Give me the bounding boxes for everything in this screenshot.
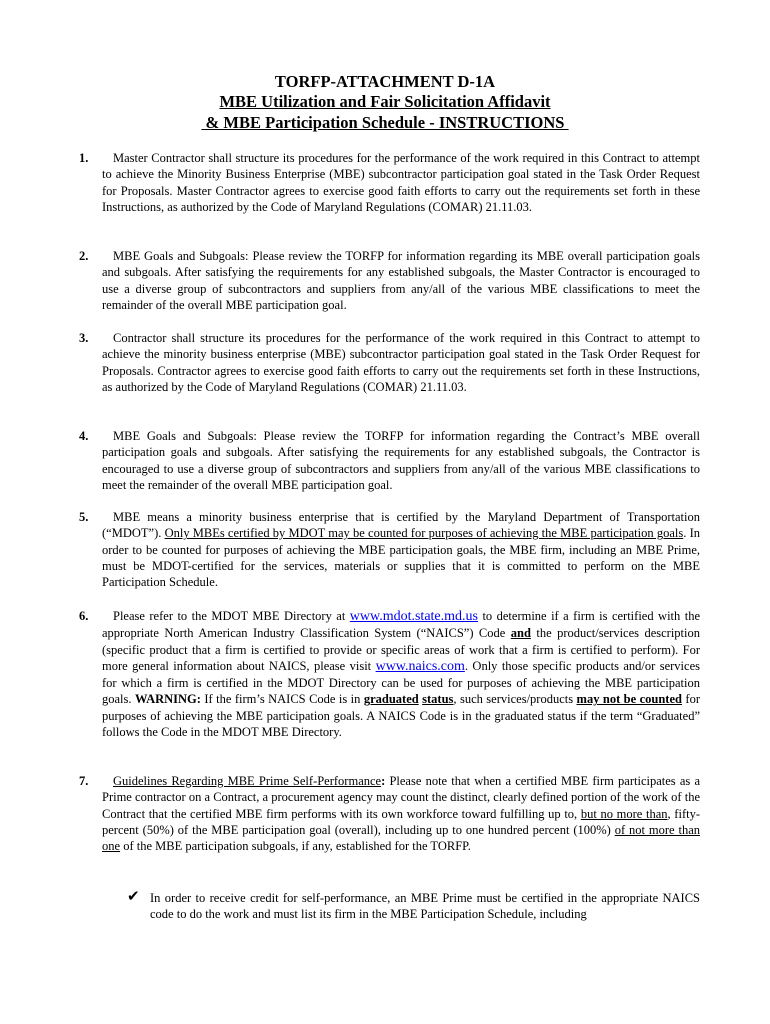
instruction-paragraph: Master Contractor shall structure its procedures for the performance of the work required in this Contract to attempt to achieve the Minority Business Enterprise (MBE) subcontractor participation goal stated in the Task Order Request for Proposals. Master Contractor agrees to exercise good faith efforts to carry out the requirements set forth in these Instructions, as authorized by the Code of Maryland Regulations (COMAR) 21.11.03.: [102, 151, 700, 214]
checkmark-icon: ✔: [127, 889, 140, 905]
item-number: 2.: [79, 249, 89, 263]
instruction-paragraph: MBE Goals and Subgoals: Please review the TORFP for information regarding its MBE overall participation goals and subgoals. After satisfying the requirements for any established subgoals, the Master Contractor is encouraged to use a diverse group of subcontractors and suppliers from any/all of the various MBE classifications to meet the remainder of the overall MBE participation goal.: [102, 249, 700, 312]
naics-link[interactable]: www.naics.com: [375, 658, 465, 674]
item-number: 4.: [79, 429, 89, 443]
item-number: 7.: [79, 774, 89, 788]
instruction-paragraph: MBE means a minority business enterprise that is certified by the Maryland Department of Transportation (“MDOT”). Only MBEs certified by MDOT may be counted for purposes of achieving the MBE participation goals. In order to be counted for purposes of achieving the MBE participation goals, the MBE firm, including an MBE Prime, must be MDOT-certified for the services, materials or supplies that it is committed to perform on the MBE Participation Schedule.: [102, 510, 700, 590]
item-number: 1.: [79, 151, 89, 165]
mdot-link[interactable]: www.mdot.state.md.us: [349, 609, 478, 624]
page-title: TORFP-ATTACHMENT D-1A: [274, 72, 496, 91]
item-number: 3.: [79, 331, 89, 345]
item-number: 5.: [79, 510, 89, 524]
bullet-paragraph: In order to receive credit for self-performance, an MBE Prime must be certified in the appropriate NAICS code to do the work and must list its firm in the MBE Participation Schedule, including: [150, 891, 700, 922]
page-subtitle-2: & MBE Participation Schedule - INSTRUCTIONS: [205, 113, 565, 132]
page-subtitle: MBE Utilization and Fair Solicitation Affidavit: [219, 92, 551, 111]
instruction-paragraph: MBE Goals and Subgoals: Please review the TORFP for information regarding the Contract’s MBE overall participation goals and subgoals. After satisfying the requirements for any established subgoals, the Contractor is encouraged to use a diverse group of subcontractors and suppliers from any/all of the various MBE classifications to meet the remainder of the overall MBE participation goal.: [102, 429, 700, 492]
instruction-paragraph: Contractor shall structure its procedures for the performance of the work required in this Contract to attempt to achieve the minority business enterprise (MBE) subcontractor participation goal stated in the Task Order Request for Proposals. Contractor agrees to exercise good faith efforts to carry out the requirements set forth in these Instructions, as authorized by the Code of Maryland Regulations (COMAR) 21.11.03.: [102, 331, 700, 394]
instruction-paragraph: Please refer to the MDOT MBE Directory at www.mdot.state.md.us to determine if a firm is certified with the appropriate North American Industry Classification System (“NAICS”) Code and the product/services description (specific product that a firm is certified to provide or specific areas of work that a firm is certified to perform). For more general information about NAICS, please visit www.naics.com. Only those specific products and/or services for which a firm is certified in the MDOT Directory can be used for purposes of achieving the MBE participation goals. WARNING: If the firm’s NAICS Code is in graduated status, such services/products may not be counted for purposes of achieving the MBE participation goals. A NAICS Code is in the graduated status if the term “Graduated” follows the Code in the MDOT MBE Directory.: [102, 609, 701, 740]
instruction-paragraph: Guidelines Regarding MBE Prime Self-Performance: Please note that when a certified MBE firm participates as a Prime contractor on a Contract, a procurement agency may count the distinct, clearly defined portion of the work of the Contract that the certified MBE firm performs with its own workforce toward fulfilling up to, but no more than, fifty-percent (50%) of the MBE participation goal (overall), including up to one hundred percent (100%) of not more than one of the MBE participation subgoals, if any, established for the TORFP.: [102, 774, 701, 854]
item-number: 6.: [79, 609, 89, 623]
